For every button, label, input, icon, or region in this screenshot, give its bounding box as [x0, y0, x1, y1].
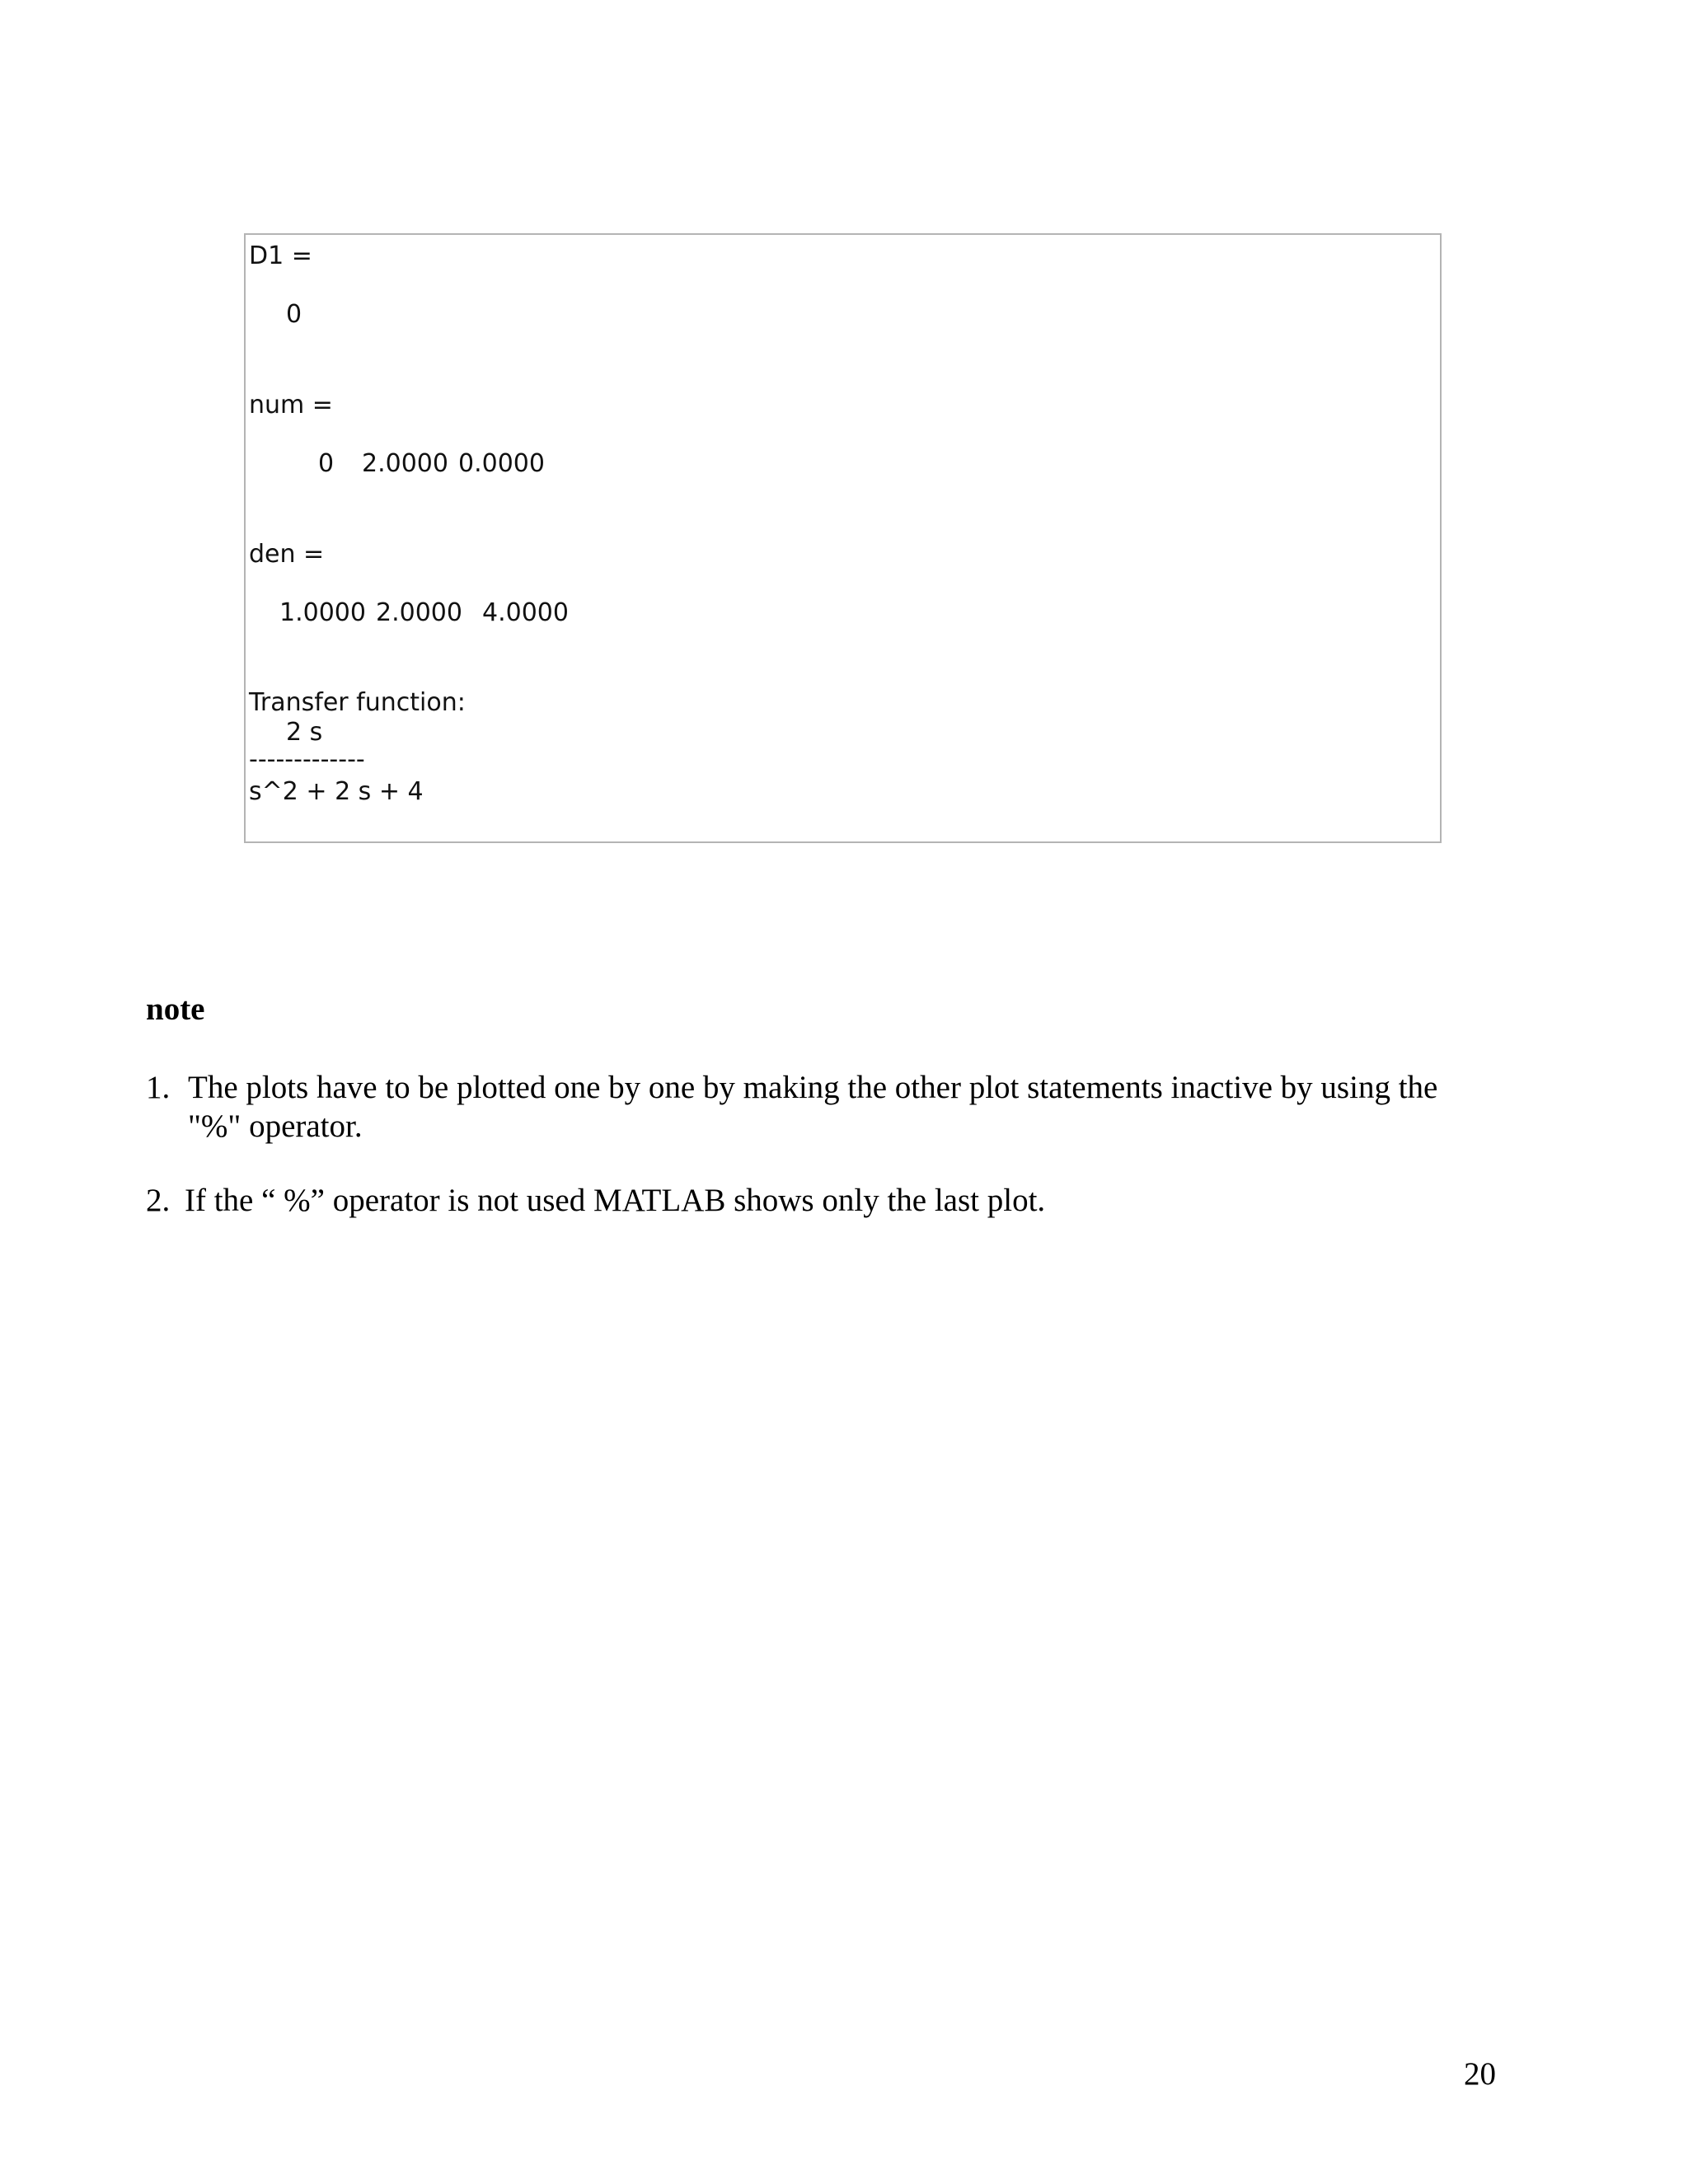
d1-value: 0 [286, 300, 302, 329]
num-value: 2.0000 [362, 449, 448, 478]
list-item-number: 2. [146, 1183, 171, 1218]
den-label: den = [249, 540, 325, 569]
note-heading: note [146, 991, 205, 1027]
list-item-text: The plots have to be plotted one by one by making the other plot statements inactive by using the "%" operator. [188, 1070, 1438, 1144]
num-value: 0.0000 [458, 449, 545, 478]
d1-label: D1 = [249, 241, 312, 270]
num-value: 0 [318, 449, 335, 478]
page-number: 20 [1464, 2056, 1496, 2092]
num-label: num = [249, 391, 333, 419]
den-value: 1.0000 [279, 598, 366, 627]
tf-numerator: 2 s [286, 718, 323, 747]
matlab-output-box [244, 233, 1442, 843]
tf-fraction-bar: ------------- [249, 745, 365, 774]
list-item-text: If the “ %” operator is not used MATLAB shows only the last plot. [185, 1183, 1046, 1218]
tf-denominator: s^2 + 2 s + 4 [249, 777, 424, 806]
transfer-function-label: Transfer function: [249, 688, 466, 717]
den-value: 2.0000 [376, 598, 462, 627]
list-item-number: 1. [146, 1070, 171, 1105]
den-value: 4.0000 [482, 598, 569, 627]
